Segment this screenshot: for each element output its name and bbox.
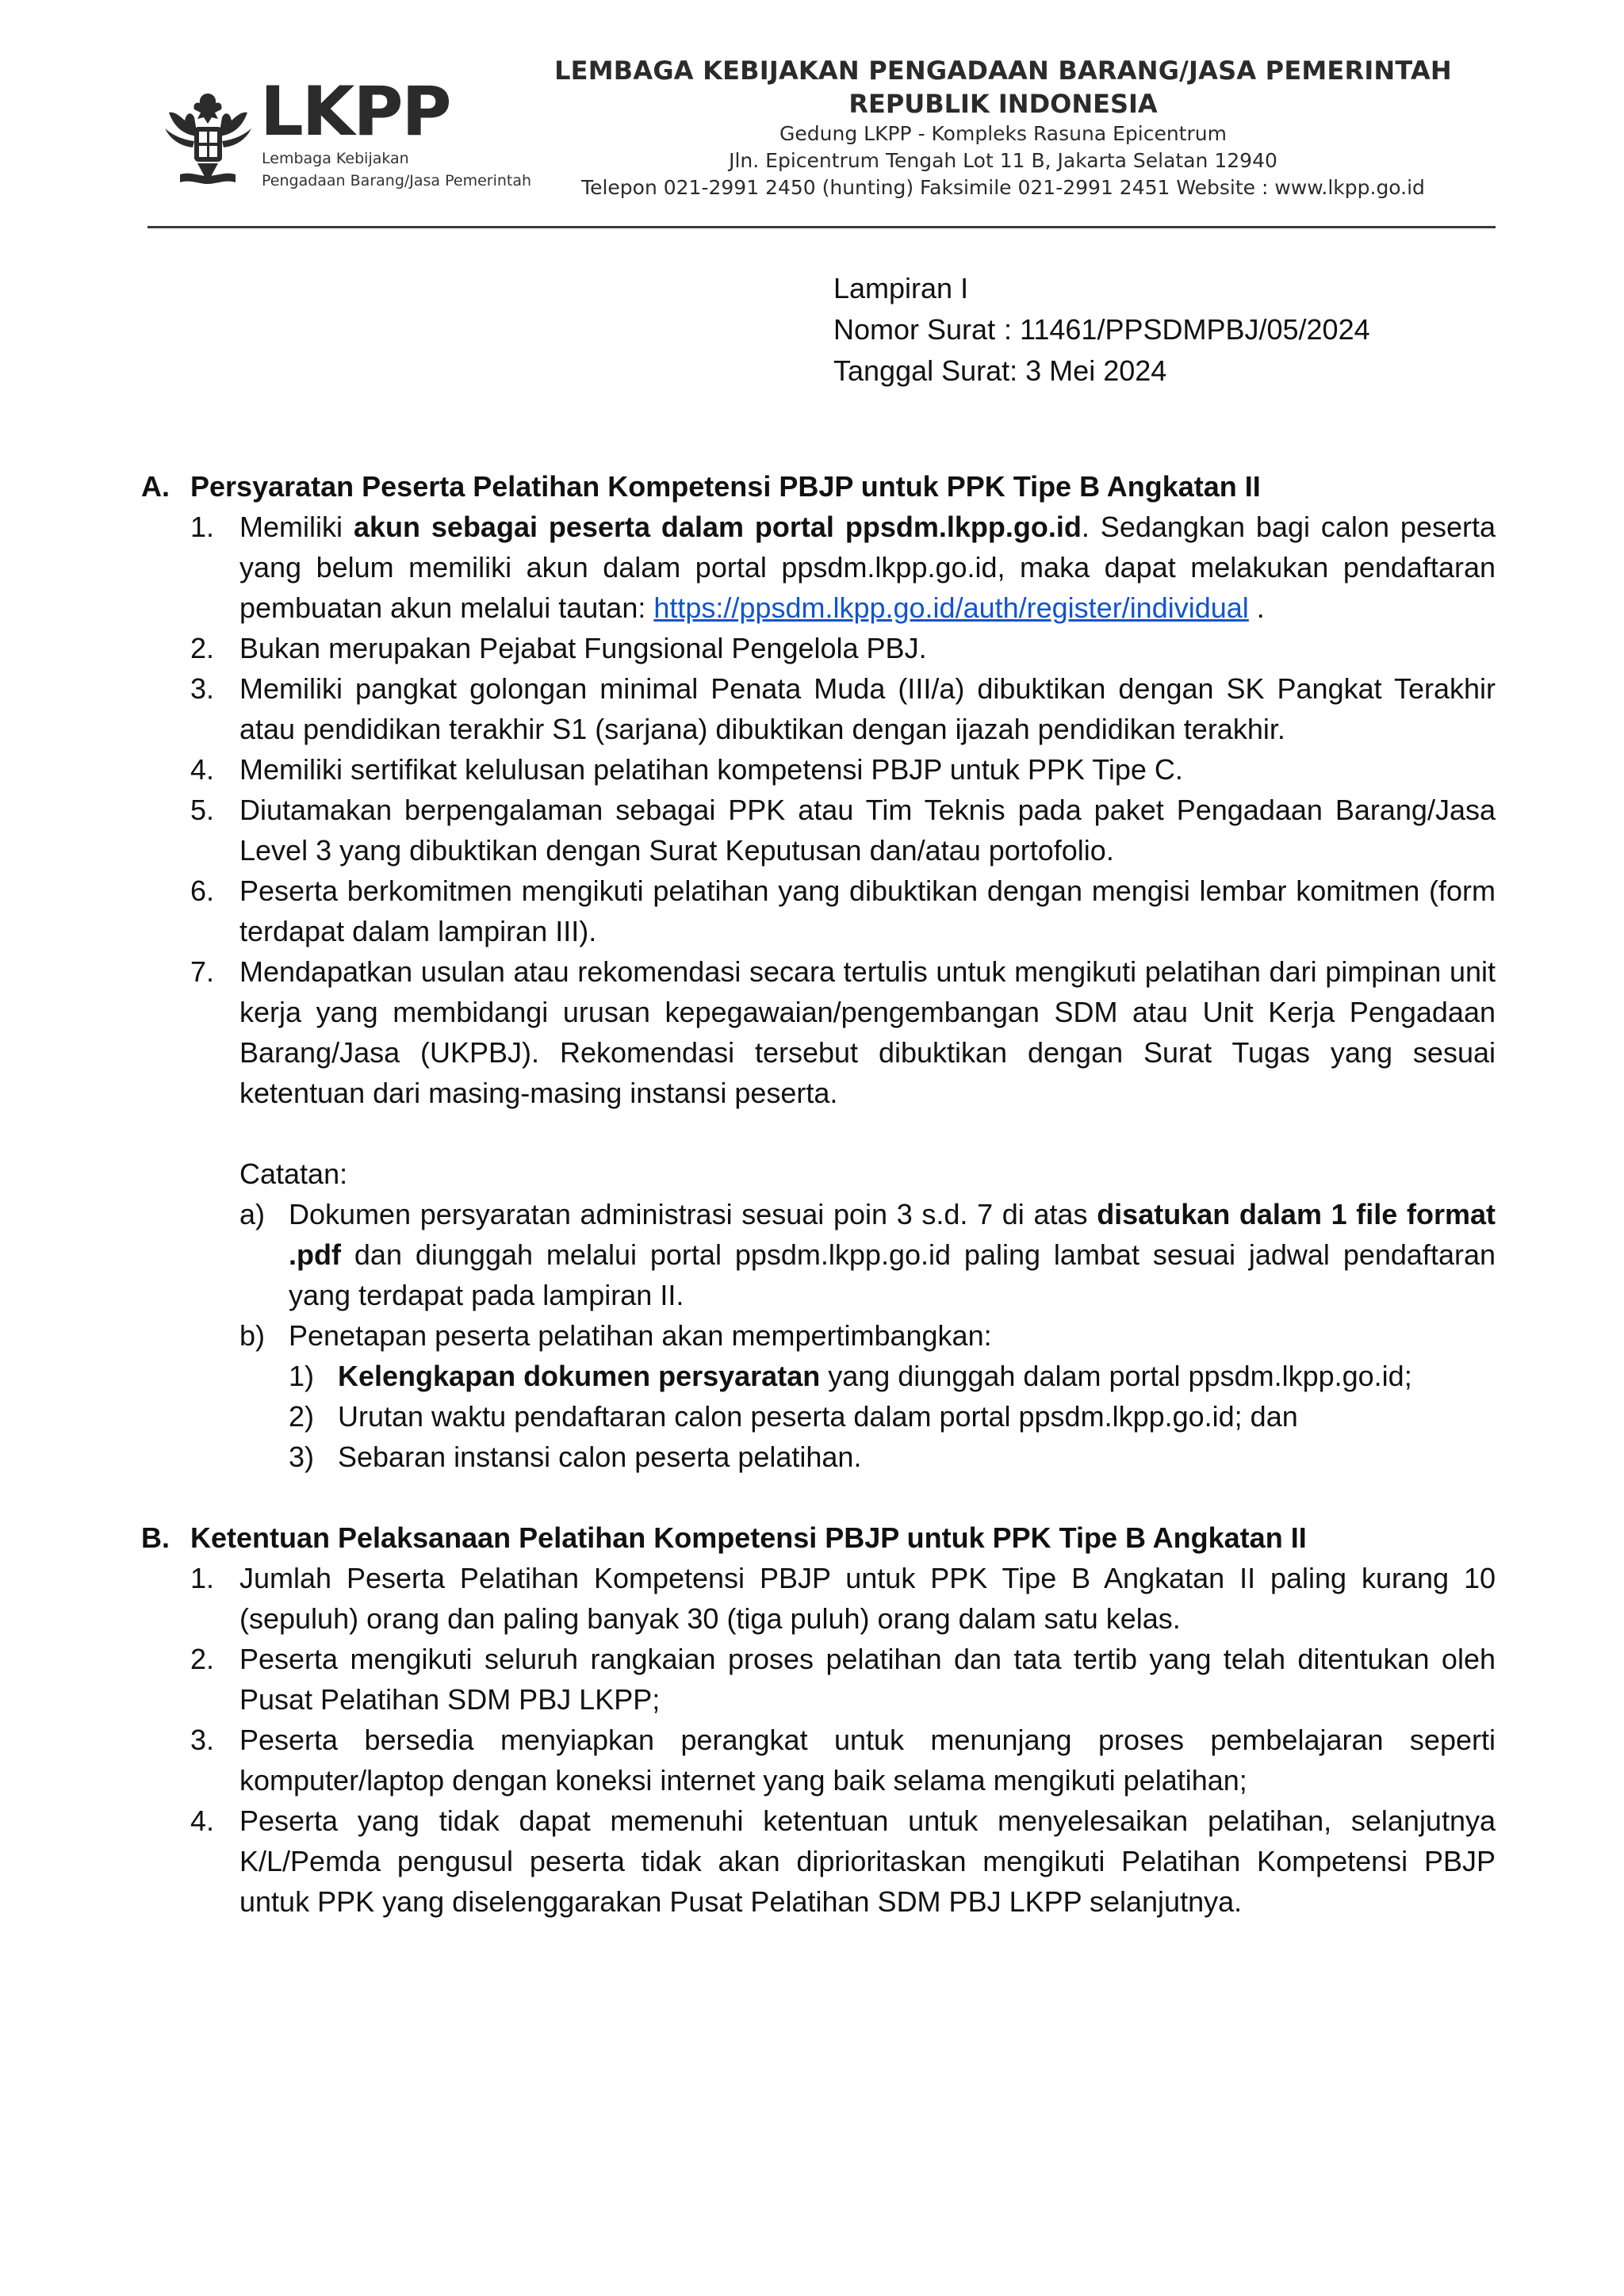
list-item: [141, 628, 1496, 668]
list-text: Mendapatkan usulan atau rekomendasi secara tertulis untuk mengikuti pelatihan dari pimpinan unit kerja yang membidangi urusan kepegawaian/pengembangan SDM atau Unit Kerja Pengadaan Barang/Jasa (UKPBJ). Rekomendasi tersebut dibuktikan dengan Surat Tugas yang sesuai ketentuan dari masing-masing instansi peserta.: [239, 955, 1496, 1109]
list-item: [141, 951, 1496, 1113]
list-item: [141, 507, 1496, 628]
note-subitem: [289, 1356, 1496, 1396]
list-number: 6.: [190, 874, 215, 907]
list-number: 5.: [190, 794, 215, 826]
list-item: [141, 1639, 1496, 1720]
list-number: 1.: [190, 511, 215, 543]
note-subitem-text: Sebaran instansi calon peserta pelatihan.: [338, 1441, 862, 1473]
list-text: Peserta mengikuti seluruh rangkaian proses pelatihan dan tata tertib yang telah ditentukan oleh Pusat Pelatihan SDM PBJ LKPP;: [239, 1643, 1496, 1716]
list-number: 2.: [190, 632, 215, 664]
header-divider: [147, 226, 1496, 228]
document-body: [141, 466, 1496, 1922]
letter-date-value: : 3 Mei 2024: [1009, 354, 1167, 387]
list-number: 2.: [190, 1643, 215, 1675]
list-text: Peserta yang tidak dapat memenuhi ketentuan untuk menyelesaikan pelatihan, selanjutnya K/L/Pemda pengusul peserta tidak akan diprioritaskan mengikuti Pelatihan Kompetensi PBJP untuk PPK yang diselenggarakan Pusat Pelatihan SDM PBJ LKPP selanjutnya.: [239, 1804, 1496, 1918]
logo-subtitle: [262, 147, 531, 192]
attachment-label: Lampiran I: [833, 272, 969, 304]
letterhead: [0, 0, 1624, 238]
note-subitem-mark: 1): [289, 1360, 315, 1392]
list-text: Diutamakan berpengalaman sebagai PPK atau Tim Teknis pada paket Pengadaan Barang/Jasa Level 3 yang dibuktikan dengan Surat Keputusan dan/atau portofolio.: [239, 794, 1496, 867]
list-number: 1.: [190, 1562, 215, 1594]
list-item: [141, 668, 1496, 749]
address-line-street: Jln. Epicentrum Tengah Lot 11 B, Jakarta Selatan 12940: [729, 149, 1277, 172]
list-text: Memiliki akun sebagai peserta dalam portal ppsdm.lkpp.go.id. Sedangkan bagi calon peserta yang belum memiliki akun dalam portal ppsdm.lkpp.go.id, maka dapat melakukan pendaftaran pembuatan akun melalui tautan: https://ppsdm.lkpp.go.id/auth/register/individual .: [239, 511, 1496, 624]
list-item: [141, 790, 1496, 871]
section-heading: Persyaratan Peserta Pelatihan Kompetensi PBJP untuk PPK Tipe B Angkatan II: [190, 470, 1261, 503]
register-link[interactable]: https://ppsdm.lkpp.go.id/auth/register/individual: [653, 591, 1249, 624]
section-a-list: [141, 507, 1496, 1113]
list-number: 3.: [190, 672, 215, 705]
list-text: Memiliki pangkat golongan minimal Penata Muda (III/a) dibuktikan dengan SK Pangkat Terakhir atau pendidikan terakhir S1 (sarjana) dibuktikan dengan ijazah pendidikan terakhir.: [239, 672, 1496, 745]
note-mark: b): [239, 1319, 266, 1352]
note-mark: a): [239, 1198, 266, 1230]
list-text: Peserta berkomitmen mengikuti pelatihan yang dibuktikan dengan mengisi lembar komitmen (form terdapat dalam lampiran III).: [239, 874, 1496, 947]
list-item: [141, 1558, 1496, 1639]
logo-subtitle-line2: Pengadaan Barang/Jasa Pemerintah: [262, 172, 532, 189]
note-text: Dokumen persyaratan administrasi sesuai poin 3 s.d. 7 di atas disatukan dalam 1 file format .pdf dan diunggah melalui portal ppsdm.lkpp.go.id paling lambat sesuai jadwal pendaftaran yang terdapat pada lampiran II.: [289, 1198, 1496, 1311]
list-number: 4.: [190, 753, 215, 786]
letter-number-value: : 11461/PPSDMPBJ/05/2024: [1004, 313, 1370, 346]
list-item: [141, 749, 1496, 790]
garuda-emblem-icon: [163, 89, 254, 192]
section-b-list: [141, 1558, 1496, 1922]
letter-number-label: Nomor Surat: [833, 313, 996, 346]
attachment-meta: [833, 268, 1370, 392]
list-item: [141, 871, 1496, 951]
organization-country: REPUBLIK INDONESIA: [848, 89, 1158, 119]
list-item: [141, 1720, 1496, 1800]
list-item: [141, 1800, 1496, 1922]
logo-subtitle-line1: Lembaga Kebijakan: [262, 150, 409, 167]
section-letter: A.: [141, 470, 170, 503]
lkpp-logo-text: LKPP: [260, 72, 450, 151]
list-number: 7.: [190, 955, 215, 988]
address-line-building: Gedung LKPP - Kompleks Rasuna Epicentrum: [779, 122, 1227, 145]
note-text: Penetapan peserta pelatihan akan mempertimbangkan:: [289, 1319, 992, 1352]
note-subitem: [289, 1396, 1496, 1437]
notes-block: [239, 1154, 1496, 1477]
organization-header: [508, 54, 1499, 201]
list-text: Peserta bersedia menyiapkan perangkat untuk menunjang proses pembelajaran seperti komputer/laptop dengan koneksi internet yang baik selama mengikuti pelatihan;: [239, 1724, 1496, 1797]
section-b-title: [141, 1517, 1496, 1558]
organization-name: LEMBAGA KEBIJAKAN PENGADAAN BARANG/JASA PEMERINTAH: [554, 55, 1452, 86]
note-subitem-text: Kelengkapan dokumen persyaratan yang diunggah dalam portal ppsdm.lkpp.go.id;: [338, 1360, 1412, 1392]
section-a-title: [141, 466, 1496, 507]
address-line-contact: Telepon 021-2991 2450 (hunting) Faksimile 021-2991 2451 Website : www.lkpp.go.id: [581, 176, 1425, 199]
note-subitem-mark: 2): [289, 1400, 315, 1433]
letter-date-label: Tanggal Surat: [833, 354, 1010, 387]
note-subitem-text: Urutan waktu pendaftaran calon peserta dalam portal ppsdm.lkpp.go.id; dan: [338, 1400, 1298, 1433]
notes-title: Catatan:: [239, 1158, 348, 1190]
section-letter: B.: [141, 1521, 170, 1554]
list-text: Jumlah Peserta Pelatihan Kompetensi PBJP untuk PPK Tipe B Angkatan II paling kurang 10 (sepuluh) orang dan paling banyak 30 (tiga puluh) orang dalam satu kelas.: [239, 1562, 1496, 1635]
section-heading: Ketentuan Pelaksanaan Pelatihan Kompetensi PBJP untuk PPK Tipe B Angkatan II: [190, 1521, 1307, 1554]
list-number: 3.: [190, 1724, 215, 1756]
list-text: Memiliki sertifikat kelulusan pelatihan kompetensi PBJP untuk PPK Tipe C.: [239, 753, 1183, 786]
note-item: [239, 1194, 1496, 1315]
list-text: Bukan merupakan Pejabat Fungsional Pengelola PBJ.: [239, 632, 927, 664]
note-subitem: [289, 1437, 1496, 1477]
list-number: 4.: [190, 1804, 215, 1837]
note-item: [239, 1315, 1496, 1356]
note-subitem-mark: 3): [289, 1441, 315, 1473]
